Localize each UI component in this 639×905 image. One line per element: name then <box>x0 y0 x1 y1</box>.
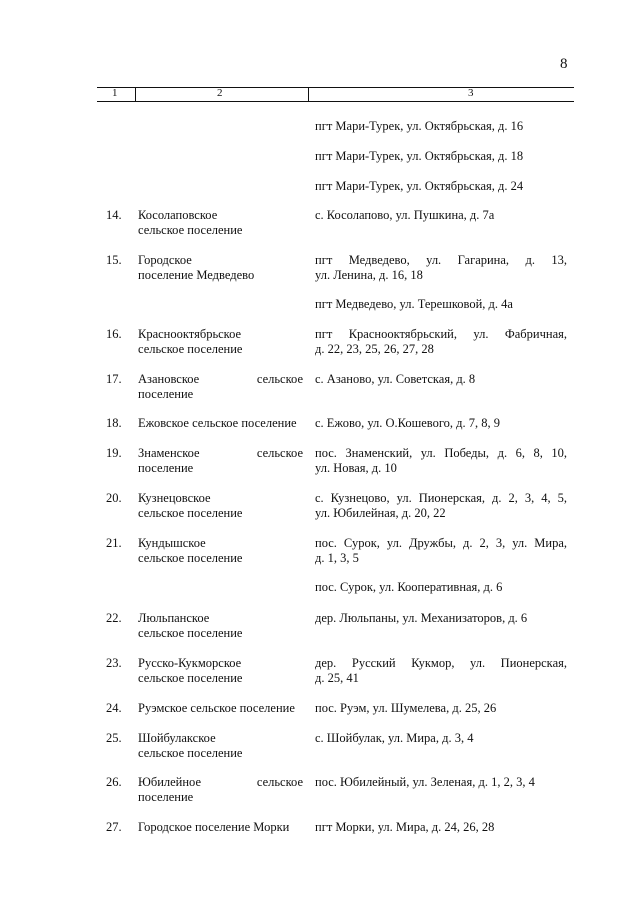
settlement-name <box>138 536 303 566</box>
address-line: с. Шойбулак, ул. Мира, д. 3, 4 <box>315 731 474 745</box>
column-2-header: 2 <box>217 87 223 99</box>
address-line: ул. Ленина, д. 16, 18 <box>315 268 423 282</box>
settlement-name-line: Руэмское сельское поселение <box>138 701 295 715</box>
settlement-name <box>138 731 303 761</box>
address-line: с. Косолапово, ул. Пушкина, д. 7а <box>315 208 495 222</box>
settlement-name-line: Русско-Кукморское <box>138 656 242 670</box>
address-line: пос. Сурок, ул. Дружбы, д. 2, 3, ул. Мира, <box>315 536 567 550</box>
settlement-name <box>138 253 303 283</box>
settlement-name <box>138 208 303 238</box>
row-number: 25. <box>106 731 122 745</box>
address-line: пгт Мари-Турек, ул. Октябрьская, д. 16 <box>315 119 524 133</box>
address-line: дер. Люльпаны, ул. Механизаторов, д. 6 <box>315 611 528 625</box>
row-number: 27. <box>106 820 122 834</box>
address-line: пгт Краснооктябрьский, ул. Фабричная, <box>315 327 567 341</box>
column-divider <box>135 88 136 101</box>
address-block <box>315 327 567 357</box>
settlement-name-line: сельское поселение <box>138 223 243 237</box>
settlement-name <box>138 446 303 476</box>
address-block <box>315 536 567 566</box>
settlement-name-line: сельское поселение <box>138 671 243 685</box>
column-3-header: 3 <box>468 87 474 99</box>
row-number: 24. <box>106 701 122 715</box>
address-line: д. 22, 23, 25, 26, 27, 28 <box>315 342 434 356</box>
address-line: с. Азаново, ул. Советская, д. 8 <box>315 372 476 386</box>
settlement-name <box>138 775 303 805</box>
settlement-name <box>138 327 303 357</box>
address-line: с. Ежово, ул. О.Кошевого, д. 7, 8, 9 <box>315 416 501 430</box>
address-block <box>315 253 567 283</box>
row-number: 20. <box>106 491 122 505</box>
address-line: пгт Мари-Турек, ул. Октябрьская, д. 24 <box>315 179 524 193</box>
settlement-name-line: Ежовское сельское поселение <box>138 416 297 430</box>
address-line: пос. Сурок, ул. Кооперативная, д. 6 <box>315 580 503 594</box>
address-line: пос. Юбилейный, ул. Зеленая, д. 1, 2, 3, 4 <box>315 775 535 789</box>
settlement-name-line: Азановское сельское <box>138 372 303 386</box>
address-block <box>315 656 567 686</box>
settlement-name <box>138 491 303 521</box>
address-block <box>315 491 567 521</box>
column-divider <box>308 88 309 101</box>
settlement-name <box>138 372 303 402</box>
row-number: 17. <box>106 372 122 386</box>
settlement-name-line: Знаменское сельское <box>138 446 303 460</box>
settlement-name-line: сельское поселение <box>138 626 243 640</box>
address-block <box>315 446 567 476</box>
address-line: пгт Медведево, ул. Терешковой, д. 4а <box>315 297 513 311</box>
settlement-name-line: Люльпанское <box>138 611 210 625</box>
row-number: 19. <box>106 446 122 460</box>
row-number: 26. <box>106 775 122 789</box>
settlement-name-line: Шойбулакское <box>138 731 216 745</box>
settlement-name-line: сельское поселение <box>138 342 243 356</box>
address-line: пгт Мари-Турек, ул. Октябрьская, д. 18 <box>315 149 524 163</box>
row-number: 22. <box>106 611 122 625</box>
settlement-name <box>138 611 303 641</box>
row-number: 15. <box>106 253 122 267</box>
settlement-name-line: Кузнецовское <box>138 491 211 505</box>
address-line: пос. Руэм, ул. Шумелева, д. 25, 26 <box>315 701 497 715</box>
settlement-name-line: Косолаповское <box>138 208 218 222</box>
settlement-name <box>138 701 303 716</box>
table-header <box>97 87 574 102</box>
address-line: с. Кузнецово, ул. Пионерская, д. 2, 3, 4, 5, <box>315 491 567 505</box>
settlement-name-line: Городское <box>138 253 192 267</box>
address-line: д. 1, 3, 5 <box>315 551 359 565</box>
settlement-name-line: поселение <box>138 387 194 401</box>
settlement-name-line: поселение <box>138 461 194 475</box>
address-line: пос. Знаменский, ул. Победы, д. 6, 8, 10, <box>315 446 567 460</box>
row-number: 18. <box>106 416 122 430</box>
settlement-name <box>138 820 303 835</box>
address-line: пгт Морки, ул. Мира, д. 24, 26, 28 <box>315 820 495 834</box>
settlement-name-line: Краснооктябрьское <box>138 327 242 341</box>
address-line: ул. Юбилейная, д. 20, 22 <box>315 506 446 520</box>
settlement-name-line: Городское поселение Морки <box>138 820 290 834</box>
settlement-name-line: поселение Медведево <box>138 268 255 282</box>
settlement-name <box>138 656 303 686</box>
settlement-name-line: сельское поселение <box>138 506 243 520</box>
row-number: 16. <box>106 327 122 341</box>
settlement-name-line: сельское поселение <box>138 746 243 760</box>
address-line: пгт Медведево, ул. Гагарина, д. 13, <box>315 253 567 267</box>
settlement-name <box>138 416 303 431</box>
address-line: д. 25, 41 <box>315 671 359 685</box>
page-number: 8 <box>560 56 568 72</box>
address-line: дер. Русский Кукмор, ул. Пионерская, <box>315 656 567 670</box>
column-1-header: 1 <box>112 87 118 99</box>
row-number: 14. <box>106 208 122 222</box>
row-number: 23. <box>106 656 122 670</box>
settlement-name-line: поселение <box>138 790 194 804</box>
address-line: ул. Новая, д. 10 <box>315 461 397 475</box>
settlement-name-line: сельское поселение <box>138 551 243 565</box>
settlement-name-line: Кундышское <box>138 536 206 550</box>
settlement-name-line: Юбилейное сельское <box>138 775 303 789</box>
row-number: 21. <box>106 536 122 550</box>
